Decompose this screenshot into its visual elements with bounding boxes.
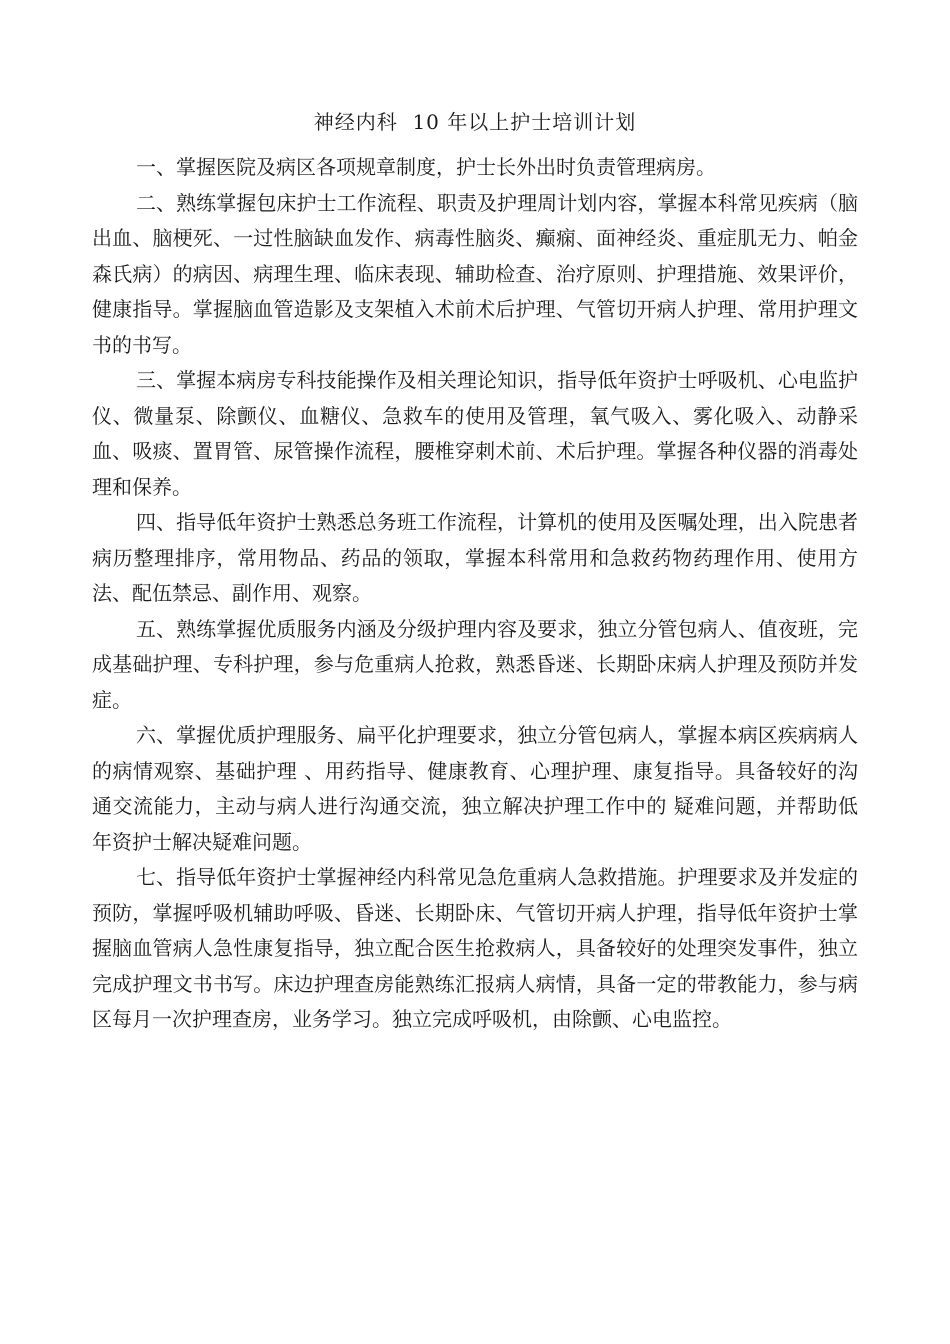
- paragraph-2: 二、熟练掌握包床护士工作流程、职责及护理周计划内容，掌握本科常见疾病（脑出血、脑梗死、一过性脑缺血发作、病毒性脑炎、癫痫、面神经炎、重症肌无力、帕金森氏病）的病因、病理生理、临床表现、辅助检查、治疗原则、护理措施、效果评价，健康指导。掌握脑血管造影及支架植入术前术后护理、气管切开病人护理、常用护理文书的书写。: [92, 190, 858, 357]
- paragraph-3: 三、掌握本病房专科技能操作及相关理论知识，指导低年资护士呼吸机、心电监护仪、微量泵、除颤仪、血糖仪、急救车的使用及管理，氧气吸入、雾化吸入、动静采血、吸痰、置胃管、尿管操作流程，腰椎穿刺术前、术后护理。掌握各种仪器的消毒处理和保养。: [92, 368, 858, 499]
- document-body: [92, 150, 858, 1038]
- paragraph-1: 一、掌握医院及病区各项规章制度，护士长外出时负责管理病房。: [136, 155, 716, 179]
- paragraph-4: 四、指导低年资护士熟悉总务班工作流程，计算机的使用及医嘱处理，出入院患者病历整理排序，常用物品、药品的领取，掌握本科常用和急救药物药理作用、使用方法、配伍禁忌、副作用、观察。: [92, 510, 858, 605]
- paragraph-6: 六、掌握优质护理服务、扁平化护理要求，独立分管包病人，掌握本病区疾病病人的病情观察、基础护理 、用药指导、健康教育、心理护理、康复指导。具备较好的沟通交流能力，主动与病人进行沟通交流，独立解决护理工作中的 疑难问题，并帮助低年资护士解决疑难问题。: [92, 723, 858, 854]
- paragraph-7: 七、指导低年资护士掌握神经内科常见急危重病人急救措施。护理要求及并发症的预防，掌握呼吸机辅助呼吸、昏迷、长期卧床、气管切开病人护理，指导低年资护士掌握脑血管病人急性康复指导，独立配合医生抢救病人，具备较好的处理突发事件，独立完成护理文书书写。床边护理查房能熟练汇报病人病情，具备一定的带教能力，参与病区每月一次护理查房，业务学习。独立完成呼吸机，由除颤、心电监控。: [92, 865, 858, 1031]
- document-title: 神经内科 10 年以上护士培训计划: [313, 110, 637, 134]
- paragraph-5: 五、熟练掌握优质服务内涵及分级护理内容及要求，独立分管包病人、值夜班，完成基础护理、专科护理，参与危重病人抢救，熟悉昏迷、长期卧床病人护理及预防并发症。: [92, 616, 858, 712]
